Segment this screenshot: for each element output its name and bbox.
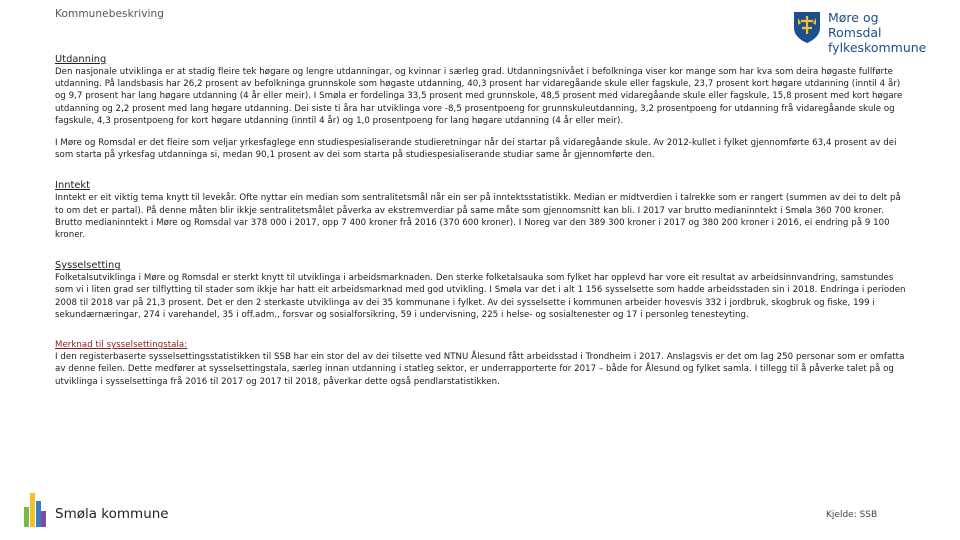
section-heading-inntekt: Inntekt	[55, 180, 91, 192]
county-logo	[792, 10, 932, 55]
logo-line-1: Møre og Romsdal	[828, 10, 882, 40]
note-paragraph: I den registerbaserte sysselsettingsstatistikken til SSB har ein stor del av dei tilsette ved NTNU Ålesund fått arbeidsstad i Trondheim i 2017. Anslagsvis er det om lag 250 personar som er omfatta av denne feilen. Dette medfører at sysselsettingstala, særleg innan utdanning i statleg sektor, er underrapporterte for 2017 – både for Ålesund og fylket samla. I tillegg til å påverke talet på og utviklinga i sysselsettinga frå 2016 til 2017 og 2017 til 2018, påverkar dette også pendlarstatistikken.	[55, 352, 905, 387]
utdanning-paragraph-1: Den nasjonale utviklinga er at stadig fleire tek høgare og lengre utdanningar, og kvinnar i særleg grad. Utdanningsnivået i befolkninga viser kor mange som har kva som deira høgaste fullførte utdanning. På landsbasis har 26,2 prosent av befolkninga grunnskole som høgaste utdanning, 40,3 prosent har vidaregåande skule eller fagskule, 23,7 prosent kort høgare utdanning (inntil 4 år) og 9,7 prosent har lang høgare utdanning (4 år eller meir). I Smøla er fordelinga 33,5 prosent med grunnskole, 48,5 prosent med vidaregåande skule eller fagskule, 15,8 prosent med kort høgare utdanning og 2,2 prosent med lang høgare utdanning. Dei siste ti åra har utviklinga vore -8,5 prosentpoeng for grunnskuleutdanning, 3,2 prosentpoeng for utdanning frå vidaregåande skule og fagskule, 4,3 prosentpoeng for kort høgare utdanning (inntil 4 år) og 1,0 prosentpoeng for lang høgare utdanning (4 år eller meir).	[55, 67, 903, 126]
utdanning-paragraph-2: I Møre og Romsdal er det fleire som veljar yrkesfaglege enn studiespesialiserande studieretningar når dei startar på vidaregåande skule. Av 2012-kullet i fylket gjennomførte 63,4 prosent av dei som starta på yrkesfag utdanninga si, medan 90,1 prosent av dei som starta på studiespesialiserande studiar same år gjennomførte den.	[55, 138, 897, 161]
note-heading: Merknad til sysselsettingstala:	[55, 340, 188, 351]
main-content	[55, 53, 908, 388]
municipality-name: Smøla kommune	[55, 506, 169, 522]
section-heading-sysselsetting: Sysselsetting	[55, 260, 121, 272]
coat-of-arms-icon	[792, 10, 822, 44]
source-label: Kjelde: SSB	[826, 510, 878, 520]
municipality-bars-icon	[24, 493, 46, 527]
sysselsetting-paragraph: Folketalsutviklinga i Møre og Romsdal er sterkt knytt til utviklinga i arbeidsmarknaden. Den sterke folketalsauka som fylket har opplevd har vore eit resultat av arbeidsinnvandring, samstundes som vi i liten grad ser tilflytting til stader som ikkje har hatt eit arbeidsmarknad med god utvikling. I Smøla var det i alt 1 156 sysselsette som hadde arbeidsstaden sin i 2018. Endringa i perioden 2008 til 2018 var på 21,3 prosent. Det er den 2 sterkaste utviklinga av dei 35 kommunane i fylket. Av dei sysselsette i kommunen arbeider hovesvis 332 i jordbruk, skogbruk og fiske, 199 i sekundærnæringar, 274 i varehandel, 35 i off.adm., forsvar og sosialforsikring, 59 i undervisning, 225 i helse- og sosialtenester og 17 i personleg tenesteyting.	[55, 273, 906, 320]
logo-wordmark	[828, 10, 932, 55]
inntekt-paragraph: Inntekt er eit viktig tema knytt til levekår. Ofte nyttar ein median som sentralitetsmål når ein ser på inntektsstatistikk. Median er midtverdien i talrekke som er rangert (summen av dei to delt på to om det er partal). På denne måten blir ikkje sentralitetsmålet påverka av ekstremverdiar på same måte som gjennomsnitt kan bli. I 2017 var brutto medianinntekt i Smøla 360 700 kroner. Brutto medianinntekt i Møre og Romsdal var 378 000 i 2017, opp 7 400 kroner frå 2016 (370 600 kroner). I Noreg var den 389 300 kroner i 2017 og 380 200 kroner i 2016, ei endring på 9 100 kroner.	[55, 193, 901, 241]
page-header-title: Kommunebeskriving	[55, 8, 165, 20]
logo-line-2: fylkeskommune	[828, 40, 927, 55]
section-heading-utdanning: Utdanning	[55, 54, 107, 65]
